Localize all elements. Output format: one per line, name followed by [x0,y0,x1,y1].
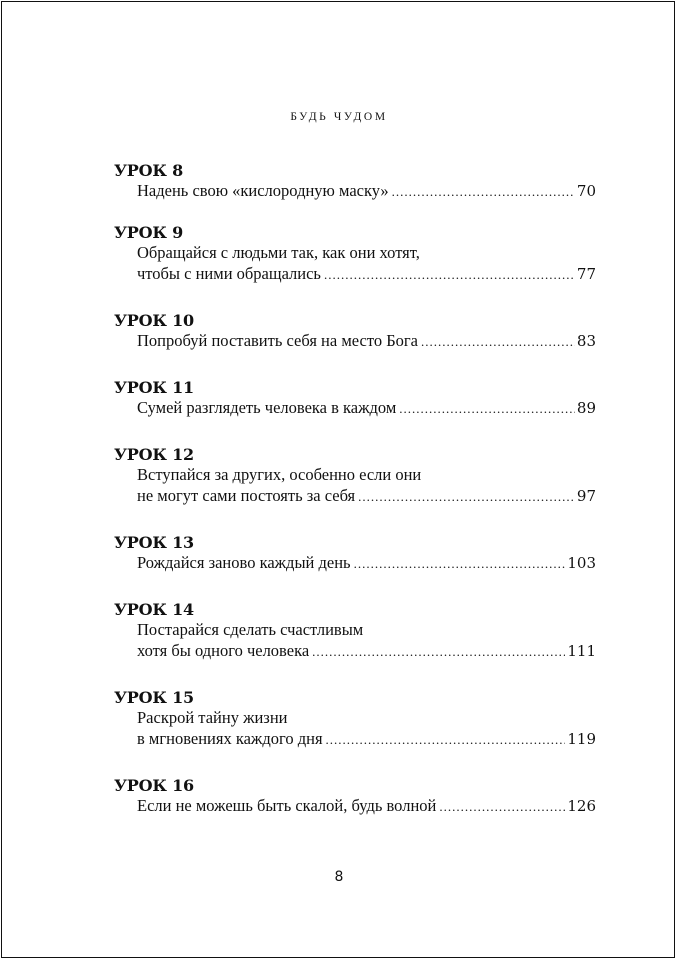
lesson-page-number: 83 [576,332,596,350]
dot-leader [324,265,575,285]
lesson-heading: УРОК 8 [114,161,184,180]
toc-entry [114,311,596,352]
toc-entry [114,445,596,507]
lesson-title-line: Постарайся сделать счастливым [137,620,364,639]
lesson-title [137,331,596,352]
lesson-title [137,620,596,662]
lesson-title [137,465,596,507]
toc-entry [114,688,596,750]
lesson-heading: УРОК 11 [114,378,194,397]
lesson-title-line: Если не можешь быть скалой, будь волной [137,796,437,815]
lesson-heading: УРОК 15 [114,688,194,707]
lesson-title-line: Вступайся за других, особенно если они [137,465,422,484]
lesson-heading: УРОК 9 [114,223,184,242]
lesson-heading: УРОК 10 [114,311,194,330]
lesson-heading: УРОК 12 [114,445,194,464]
lesson-title [137,181,596,202]
lesson-heading: УРОК 13 [114,533,194,552]
lesson-page-number: 111 [567,642,596,660]
lesson-title-row [137,331,596,352]
table-of-contents [114,161,596,817]
lesson-title-line: Сумей разглядеть человека в каждом [137,398,397,417]
lesson-heading: УРОК 14 [114,600,194,619]
lesson-title-row [137,264,596,285]
lesson-title-row [137,181,596,202]
dot-leader [421,332,575,352]
dot-leader [439,797,565,817]
lesson-title-line: в мгновениях каждого дня [137,729,323,748]
toc-entry [114,776,596,817]
lesson-title-row [137,641,596,662]
lesson-title-line: чтобы с ними обращались [137,264,321,283]
lesson-title [137,553,596,574]
lesson-title [137,398,596,419]
lesson-title-row [137,796,596,817]
lesson-page-number: 89 [576,399,596,417]
lesson-title-row [137,486,596,507]
lesson-page-number: 103 [567,554,596,572]
toc-entry [114,161,596,202]
lesson-page-number: 97 [576,487,596,505]
lesson-heading: УРОК 16 [114,776,194,795]
dot-leader [312,642,565,662]
toc-entry [114,600,596,662]
toc-entry [114,378,596,419]
lesson-title-line: не могут сами постоять за себя [137,486,356,505]
lesson-title-row [137,553,596,574]
lesson-page-number: 126 [567,797,596,815]
lesson-page-number: 119 [567,730,596,748]
lesson-title [137,243,596,285]
lesson-title-row [137,398,596,419]
dot-leader [392,182,575,202]
lesson-title-line: Раскрой тайну жизни [137,708,288,727]
toc-entry [114,223,596,285]
lesson-title [137,796,596,817]
lesson-title-line: Надень свою «кислородную маску» [137,181,389,200]
lesson-title-line: Рождайся заново каждый день [137,553,351,572]
lesson-page-number: 70 [576,182,596,200]
lesson-title-line: хотя бы одного человека [137,641,310,660]
dot-leader [326,730,566,750]
dot-leader [354,554,566,574]
lesson-title-line: Обращайся с людьми так, как они хотят, [137,243,420,262]
dot-leader [399,399,575,419]
lesson-title-line: Попробуй поставить себя на место Бога [137,331,419,350]
lesson-title-row [137,729,596,750]
dot-leader [358,487,575,507]
running-head: БУДЬ ЧУДОМ [290,111,388,123]
lesson-page-number: 77 [576,265,596,283]
toc-entry [114,533,596,574]
lesson-title [137,708,596,750]
page-number: 8 [334,869,344,885]
